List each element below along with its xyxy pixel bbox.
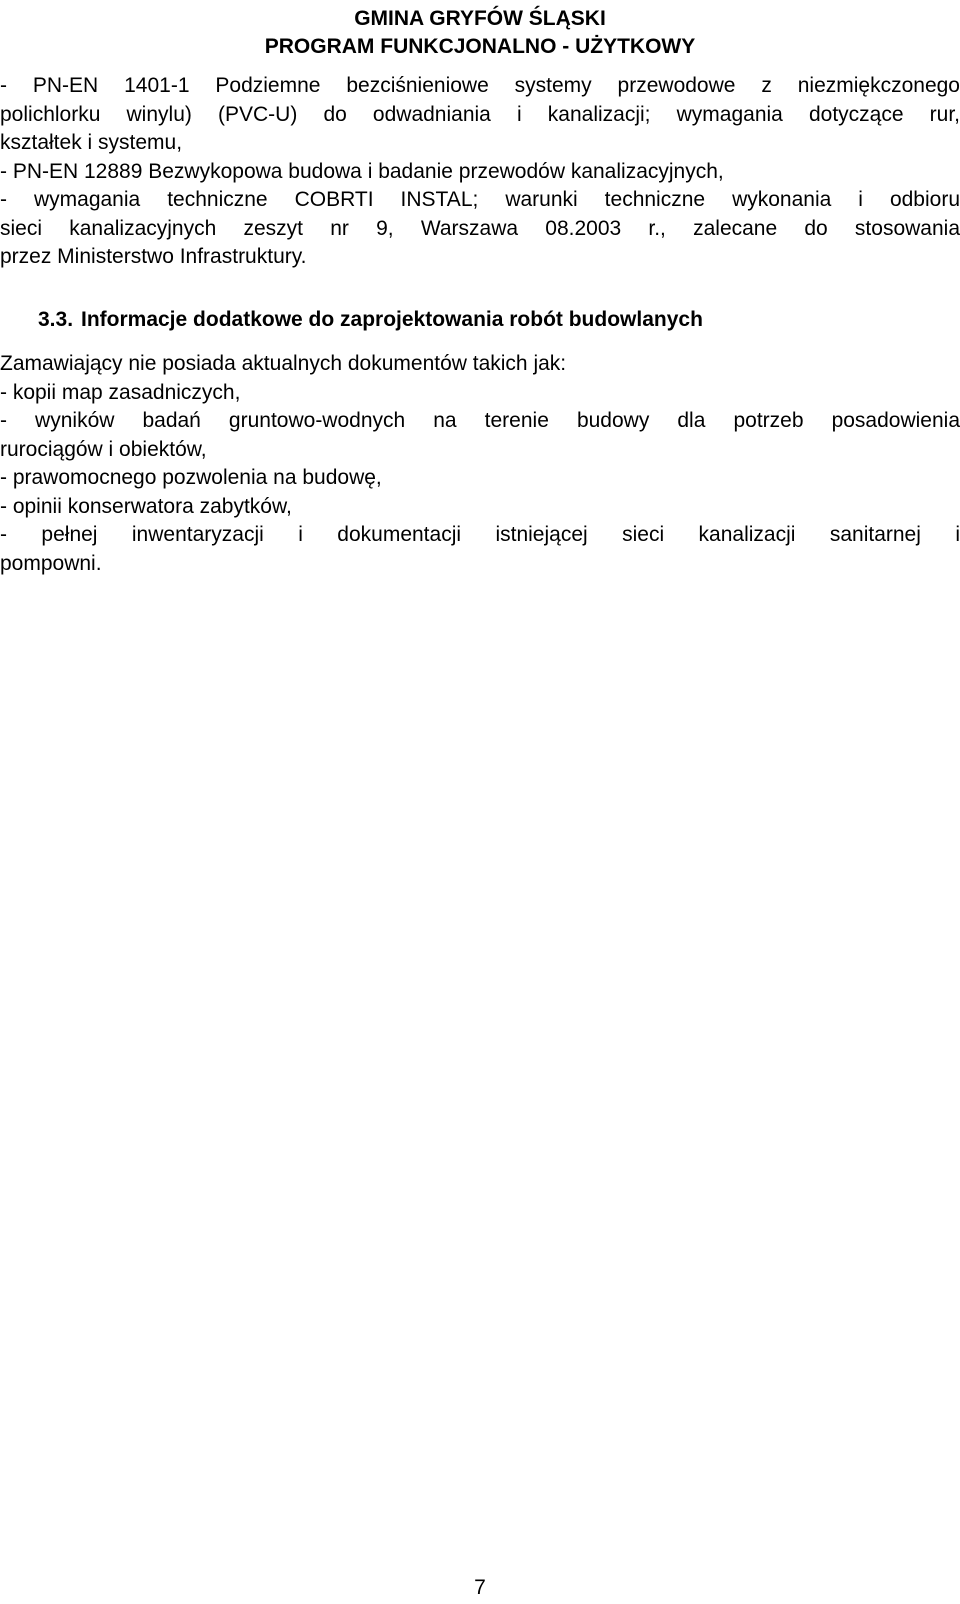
standards-line: przez Ministerstwo Infrastruktury. (0, 245, 307, 268)
list-item: pompowni. (0, 551, 102, 575)
header-program-title: PROGRAM FUNKCJONALNO - UŻYTKOWY (264, 35, 696, 58)
section-number: 3.3. (38, 308, 74, 331)
paragraph-line: Zamawiający nie posiada aktualnych dokumentów takich jak: (0, 352, 567, 375)
list-item: - wyników badań gruntowo-wodnych na terenie budowy dla potrzeb posadowienia (0, 409, 960, 432)
standards-line: sieci kanalizacyjnych zeszyt nr 9, Warszawa 08.2003 r., zalecane do stosowania (0, 216, 960, 240)
list-item: - pełnej inwentaryzacji i dokumentacji istniejącej sieci kanalizacji sanitarnej i (0, 523, 960, 546)
page-number: 7 (474, 1576, 486, 1599)
page-header (0, 5, 960, 61)
list-item: - kopii map zasadniczych, (0, 380, 241, 404)
list-item: - prawomocnego pozwolenia na budowę, (0, 466, 382, 489)
standards-line: - PN-EN 12889 Bezwykopowa budowa i badanie przewodów kanalizacyjnych, (0, 159, 724, 183)
standards-line: polichlorku winylu) (PVC-U) do odwadniania i kanalizacji; wymagania dotyczące rur, (0, 102, 960, 126)
missing-documents-list (0, 350, 960, 578)
list-item: rurociągów i obiektów, (0, 437, 207, 461)
list-item: - opinii konserwatora zabytków, (0, 494, 292, 518)
standards-line: - wymagania techniczne COBRTI INSTAL; warunki techniczne wykonania i odbioru (0, 188, 960, 211)
standards-line: - PN-EN 1401-1 Podziemne bezciśnieniowe systemy przewodowe z niezmiękczonego (0, 74, 960, 97)
standards-list (0, 72, 960, 272)
section-title: Informacje dodatkowe do zaprojektowania robót budowlanych (81, 308, 703, 331)
header-municipality: GMINA GRYFÓW ŚLĄSKI (354, 7, 606, 30)
section-heading (38, 306, 703, 334)
standards-line: kształtek i systemu, (0, 131, 183, 154)
